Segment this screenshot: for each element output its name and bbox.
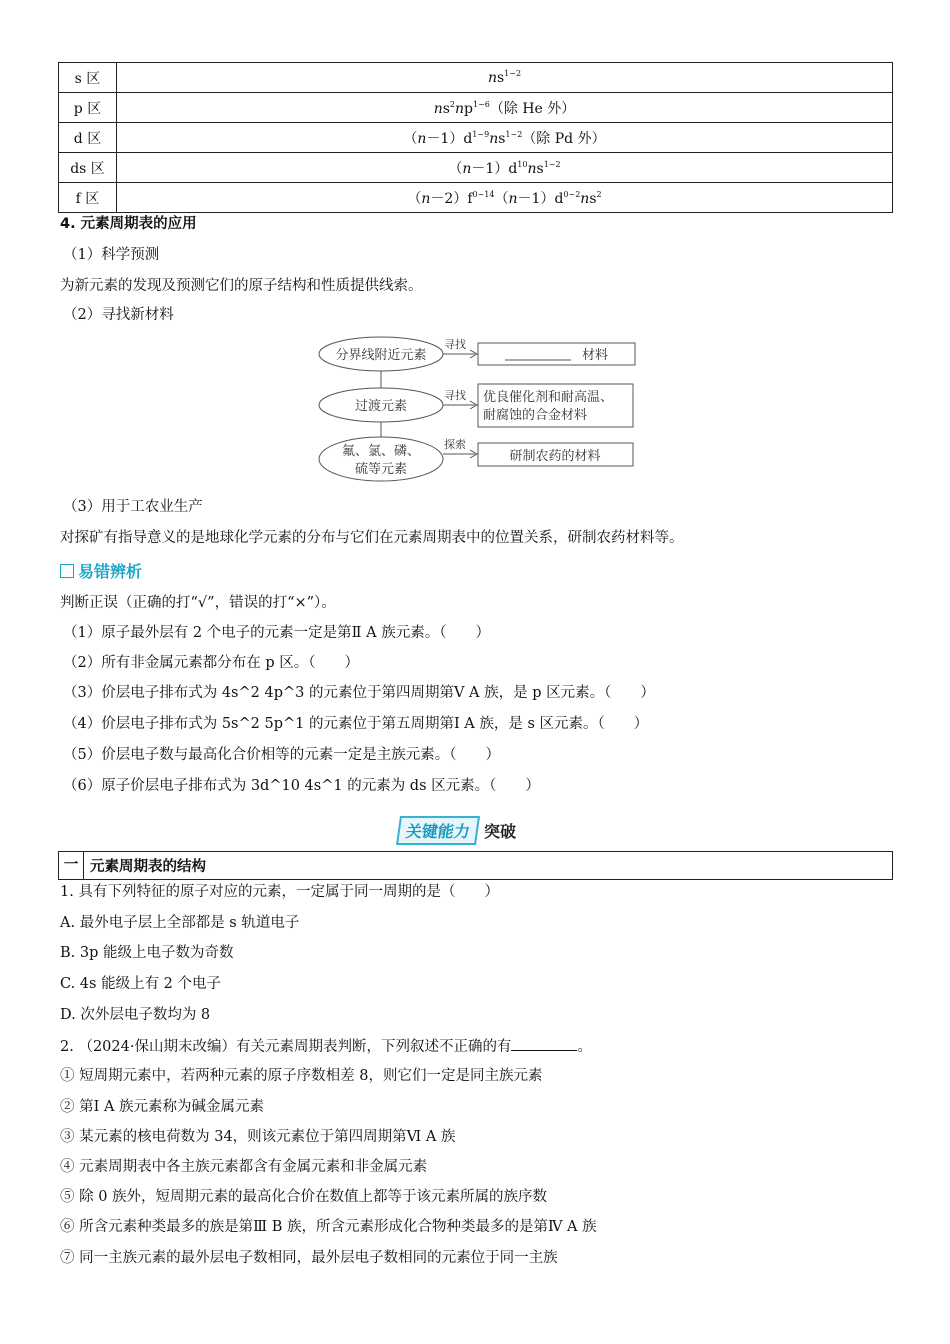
- statement: ④ 元素周期表中各主族元素都含有金属元素和非金属元素: [60, 1159, 428, 1175]
- judge-item: （4）价层电子排布式为 5s^2 5p^1 的元素位于第五周期第Ⅰ A 族，是 s 区元素。（ ）: [63, 716, 649, 732]
- answer-blank[interactable]: [511, 1036, 577, 1051]
- statement: ② 第Ⅰ A 族元素称为碱金属元素: [60, 1099, 265, 1115]
- block-config: $(n-1)d^{1\sim 9}ns^{1\sim 2}$（除 Pd 外）: [117, 123, 893, 153]
- subheading: （2）寻找新材料: [63, 307, 174, 323]
- section-banner: [398, 816, 516, 844]
- block-name: p 区: [59, 93, 117, 123]
- option: D. 次外层电子数均为 8: [60, 1007, 211, 1023]
- statement: ③ 某元素的核电荷数为 34，则该元素位于第四周期第Ⅵ A 族: [60, 1129, 456, 1145]
- banner-text: 突破: [484, 821, 517, 841]
- judge-item: （1）原子最外层有 2 个电子的元素一定是第Ⅱ A 族元素。（ ）: [63, 625, 490, 641]
- node-label: 硫等元素: [354, 462, 408, 477]
- section-heading: 4. 元素周期表的应用: [60, 216, 197, 232]
- block-config: $ns^{1\sim 2}$: [117, 63, 893, 93]
- table-row: [59, 123, 893, 153]
- block-config: $ns^2np^{1\sim 6}$（除 He 外）: [117, 93, 893, 123]
- node-label: 过渡元素: [354, 399, 408, 414]
- block-config: $(n-2)f^{0\sim 14}(n-1)d^{0\sim 2}ns^2$: [117, 183, 893, 213]
- materials-diagram: [315, 332, 640, 484]
- paragraph: 对探矿有指导意义的是地球化学元素的分布与它们在元素周期表中的位置关系，研制农药材料等。: [60, 530, 684, 546]
- block-name: f 区: [59, 183, 117, 213]
- section-number: 一: [59, 852, 84, 879]
- subheading: （1）科学预测: [63, 247, 160, 263]
- target-label: 研制农药的材料: [509, 449, 601, 464]
- arrow-label: 寻找: [444, 389, 466, 402]
- section-title: 元素周期表的结构: [90, 859, 206, 875]
- block-config-table: [58, 62, 893, 213]
- block-name: s 区: [59, 63, 117, 93]
- section-header: [58, 851, 893, 880]
- error-check-title: 易错辨析: [60, 562, 142, 583]
- subheading: （3）用于工农业生产: [63, 499, 203, 515]
- judge-item: （5）价层电子数与最高化合价相等的元素一定是主族元素。（ ）: [63, 747, 500, 763]
- option: C. 4s 能级上有 2 个电子: [60, 976, 222, 992]
- arrow-label: 寻找: [444, 338, 466, 351]
- target-label: 耐腐蚀的合金材料: [483, 408, 588, 423]
- checkbox-icon: [60, 564, 74, 578]
- table-row: [59, 63, 893, 93]
- paragraph: 为新元素的发现及预测它们的原子结构和性质提供线索。: [60, 278, 423, 294]
- option: B. 3p 能级上电子数为奇数: [60, 945, 234, 961]
- judge-item: （6）原子价层电子排布式为 3d^10 4s^1 的元素为 ds 区元素。（ ）: [63, 778, 540, 794]
- node-label: 分界线附近元素: [335, 348, 427, 363]
- table-row: [59, 153, 893, 183]
- instruction: 判断正误（正确的打“√”，错误的打“×”）。: [60, 595, 336, 611]
- table-row: [59, 93, 893, 123]
- node-label: 氟、氯、磷、: [341, 444, 421, 459]
- block-name: ds 区: [59, 153, 117, 183]
- option: A. 最外电子层上全部都是 s 轨道电子: [60, 915, 300, 931]
- block-config: $(n-1)d^{10}ns^{1\sim 2}$: [117, 153, 893, 183]
- target-box: [478, 343, 635, 365]
- target-label: 优良催化剂和耐高温、: [483, 390, 614, 405]
- table-row: [59, 183, 893, 213]
- statement: ① 短周期元素中，若两种元素的原子序数相差 8，则它们一定是同主族元素: [60, 1068, 543, 1084]
- statement: ⑦ 同一主族元素的最外层电子数相同，最外层电子数相同的元素位于同一主族: [60, 1250, 558, 1266]
- statement: ⑥ 所含元素种类最多的族是第Ⅲ B 族，所含元素形成化合物种类最多的是第Ⅳ A 族: [60, 1219, 597, 1235]
- question-stem: 1. 具有下列特征的原子对应的元素，一定属于同一周期的是（ ）: [60, 884, 499, 900]
- statement: ⑤ 除 0 族外，短周期元素的最高化合价在数值上都等于该元素所属的族序数: [60, 1189, 548, 1205]
- judge-item: （3）价层电子排布式为 4s^2 4p^3 的元素位于第四周期第Ⅴ A 族，是 p 区元素。（ ）: [63, 685, 655, 701]
- target-label: 材料: [581, 348, 609, 363]
- question-stem: 2. （2024·保山期末改编）有关元素周期表判断，下列叙述不正确的有 。: [60, 1036, 592, 1057]
- arrow-label: 探索: [444, 438, 466, 451]
- banner-highlight: 关键能力: [396, 816, 480, 845]
- judge-item: （2）所有非金属元素都分布在 p 区。（ ）: [63, 655, 359, 671]
- block-name: d 区: [59, 123, 117, 153]
